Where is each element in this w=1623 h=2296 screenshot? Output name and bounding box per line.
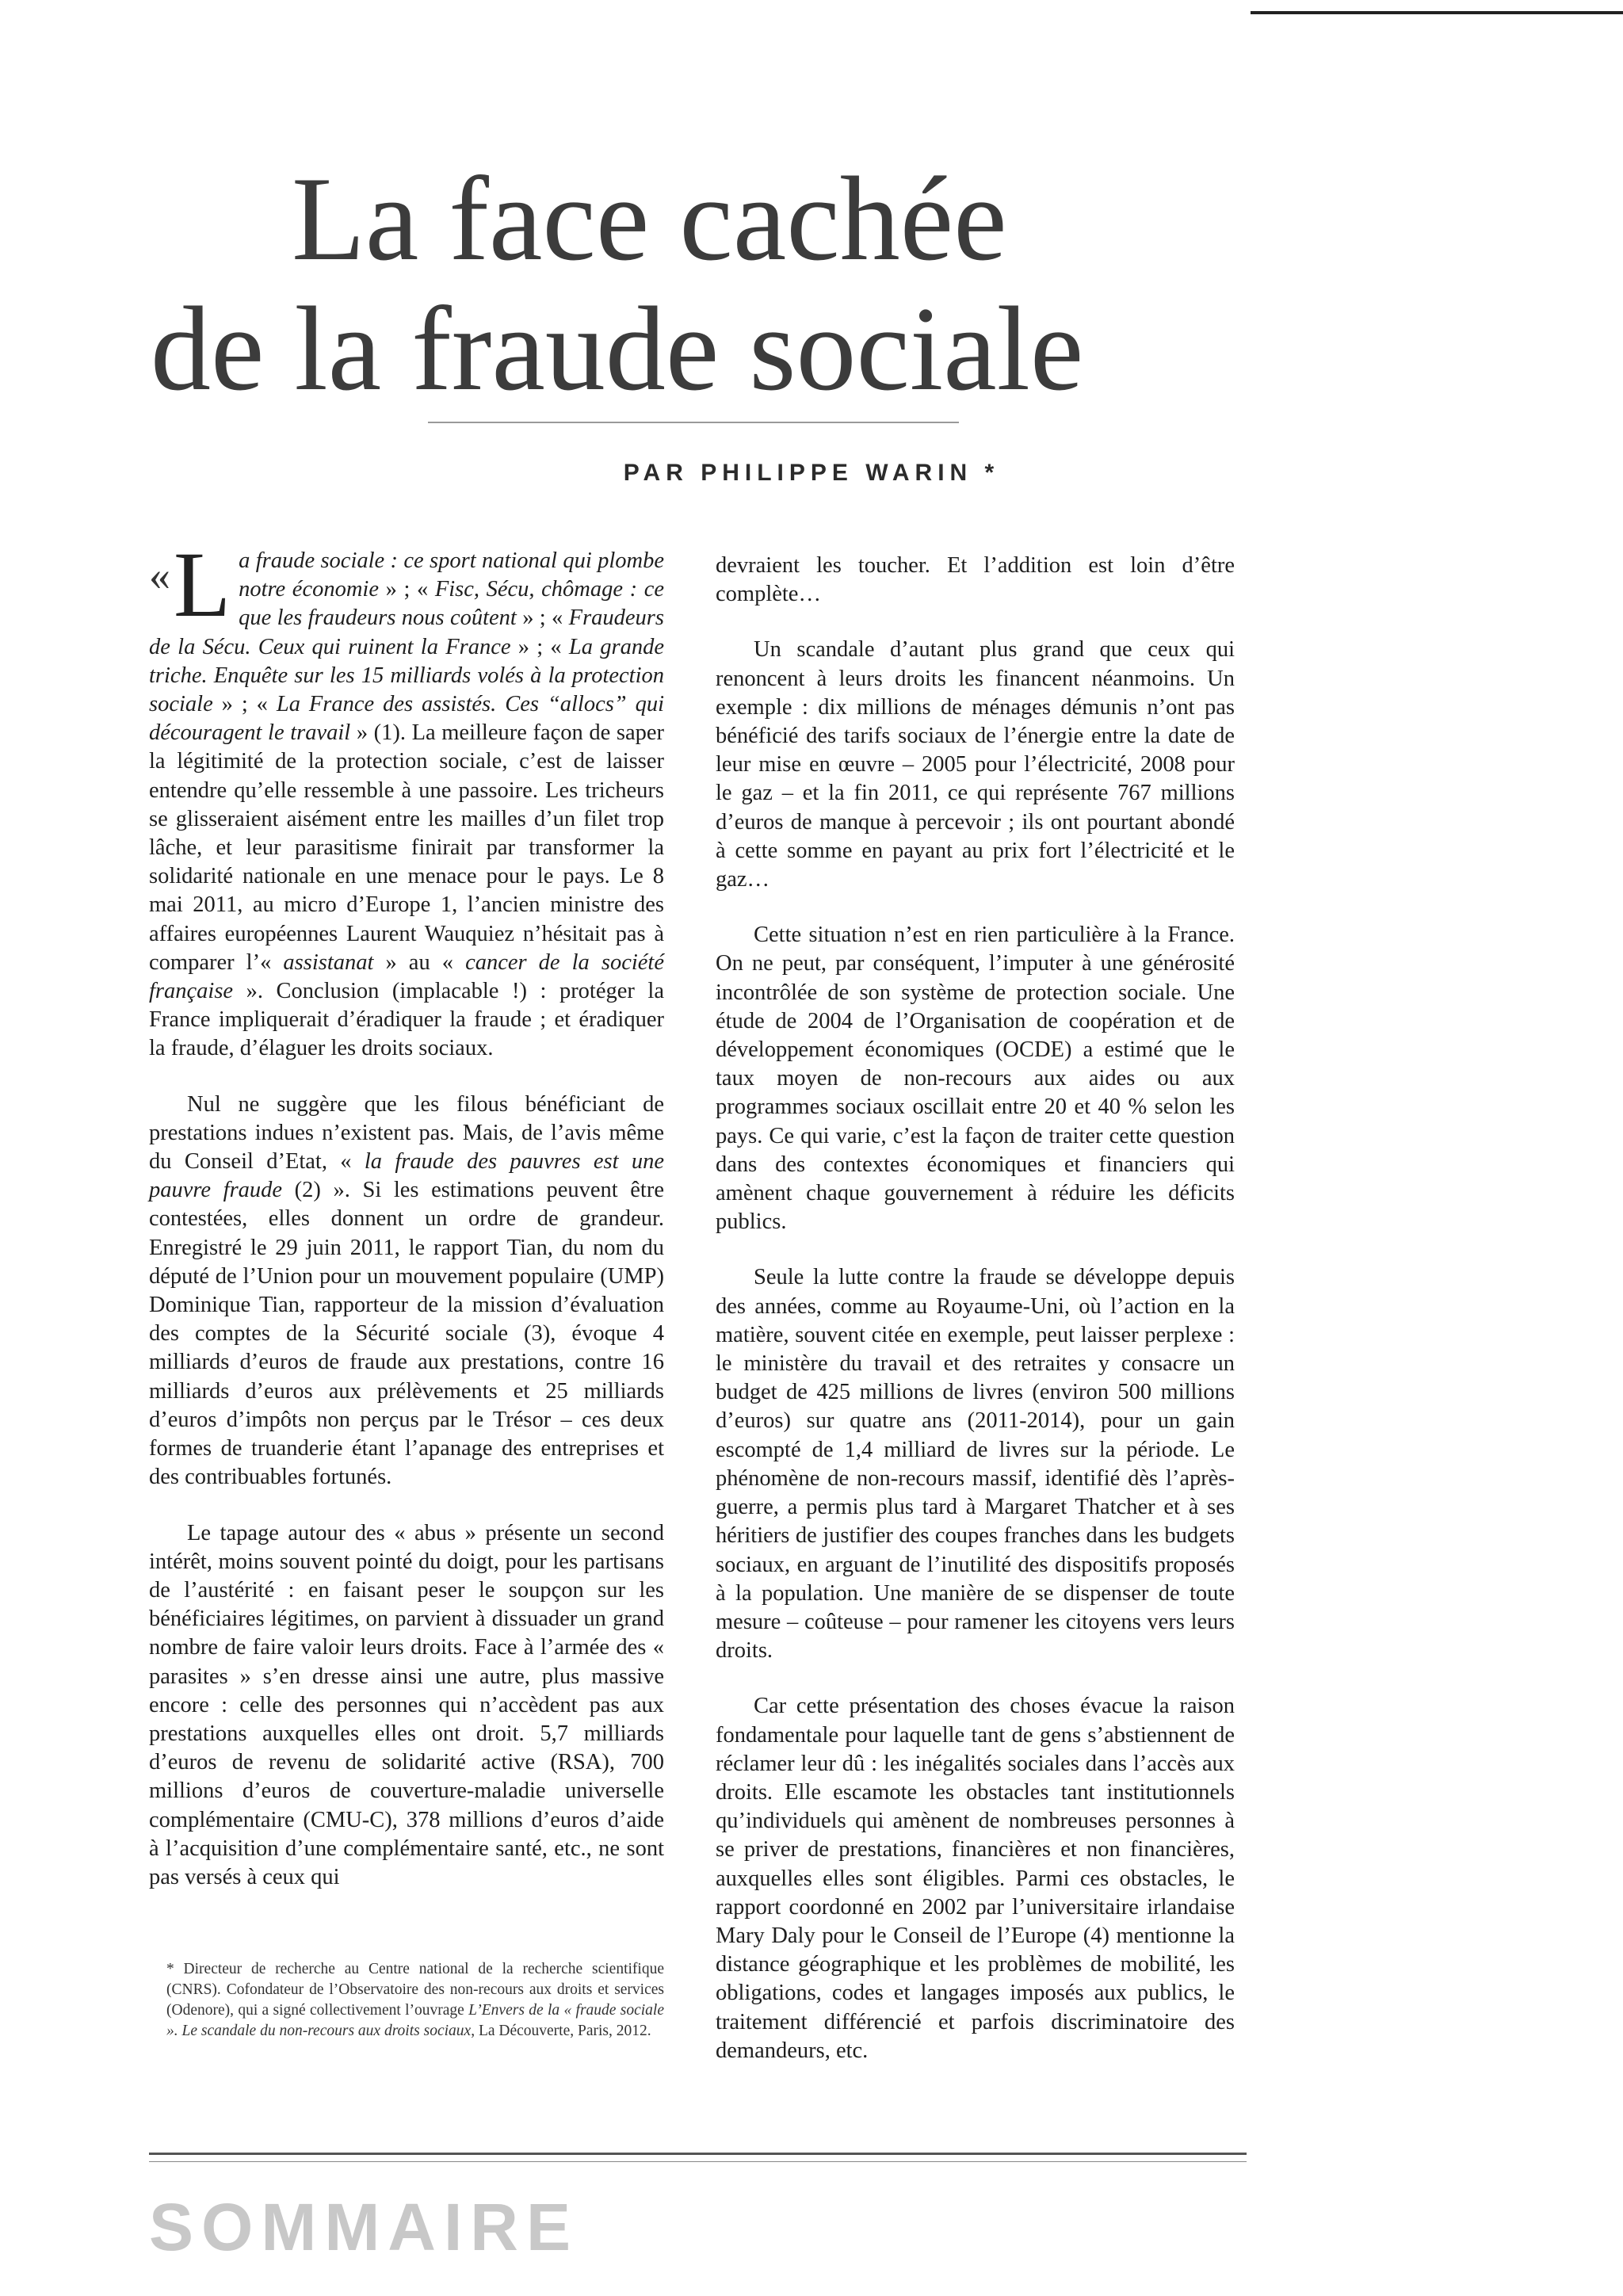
footer-rule-thin xyxy=(149,2161,1247,2162)
article-title xyxy=(151,151,1308,415)
opening-quote-mark: « xyxy=(149,552,170,599)
paragraph-3: Le tapage autour des « abus » présente un second intérêt, moins souvent pointé du doigt, pour les partisans de l’austérité : en faisant peser le soupçon sur les bénéficiaires légitimes, on parvient à dissuader un grand nombre de faire valoir leurs droits. Face à l’armée des « parasites » s’en dresse ainsi une autre, plus massive encore : celle des personnes qui n’accèdent pas aux prestations auxquelles elles ont droit. 5,7 milliards d’euros de revenu de solidarité active (RSA), 700 millions d’euros de couverture-maladie universelle complémentaire (CMU-C), 378 millions d’euros d’aide à l’acquisition d’une complémentaire santé, etc., ne sont pas versés à ceux qui xyxy=(149,1520,664,1889)
byline: PAR PHILIPPE WARIN * xyxy=(623,460,1000,486)
paragraph-2: Nul ne suggère que les filous bénéficiant de prestations indues n’existent pas. Mais, de l’avis même du Conseil d’Etat, « la fraude des pauvres est une pauvre fraude (2) ». Si les estimations peuvent être contestées, elles donnent un ordre de grandeur. Enregistré le 29 juin 2011, le rapport Tian, du nom du député de l’Union pour un mouvement populaire (UMP) Dominique Tian, rapporteur de la mission d’évaluation des comptes de la Sécurité sociale (3), évoque 4 milliards d’euros de fraude aux prestations, contre 16 milliards d’euros aux prélèvements et 25 milliards d’euros d’impôts non perçus par le Trésor – ces deux formes de truanderie étant l’apanage des entreprises et des contribuables fortunés. xyxy=(149,1091,664,1490)
paragraph-1 xyxy=(149,533,665,1064)
left-column xyxy=(149,533,665,1919)
drop-cap: L xyxy=(174,533,231,636)
top-right-rule xyxy=(1251,11,1623,14)
paragraph-6: Cette situation n’est en rien particulière à la France. On ne peut, par conséquent, l’imputer à une générosité incontrôlée de son système de protection sociale. Une étude de 2004 de l’Organisation de coopération et de développement économiques (OCDE) a estimé que le taux moyen de non-recours aux aides ou aux programmes sociaux oscillait entre 20 et 40 % selon les pays. Ce qui varie, c’est la façon de traiter cette question dans des contextes économiques et financiers qui amènent chaque gouvernement à réduire les déficits publics. xyxy=(716,923,1235,1235)
paragraph-1-text: a fraude sociale : ce sport national qui plombe notre économie » ; « Fisc, Sécu, chômage : ce que les fraudeurs nous coûtent » ; « Fraudeurs de la Sécu. Ceux qui ruinent la France » ; « La grande triche. Enquête sur les 15 milliards volés à la protection sociale » ; « La France des assistés. Ces “allocs” qui découragent le travail » (1). La meilleure façon de saper la légitimité de la protection sociale, c’est de laisser entendre qu’elle ressemble à une passoire. Les tricheurs se glisseraient aisément entre les mailles d’un filet trop lâche, et leur parasitisme finirait par transformer la solidarité nationale en une menace pour le pays. Le 8 mai 2011, au micro d’Europe 1, l’ancien ministre des affaires européennes Laurent Wauquiez n’hésitait pas à comparer l’« assistanat » au « cancer de la société française ». Conclusion (implacable !) : protéger la France impliquerait d’éradiquer la fraude ; et éradiquer la fraude, d’élaguer les droits sociaux. xyxy=(149,548,665,1061)
footer-rule-thick xyxy=(149,2153,1247,2155)
paragraph-7: Seule la lutte contre la fraude se développe depuis des années, comme au Royaume-Uni, où l’action en la matière, souvent citée en exemple, peut laisser perplexe : le ministère du travail et des retraites y consacre un budget de 425 millions de livres (environ 500 millions d’euros) sur quatre ans (2011-2014), pour un gain escompté de 1,4 milliard de livres sur la période. Le phénomène de non-recours massif, identifié dès l’après-guerre, a permis plus tard à Margaret Thatcher et à ses héritiers de justifier des coupes franches dans les budgets sociaux, en arguant de l’inutilité des dispositifs proposés à la population. Une manière de se dispenser de toute mesure – coûteuse – pour ramener les citoyens vers leurs droits. xyxy=(716,1265,1235,1664)
title-line-1: La face cachée xyxy=(292,151,1007,285)
paragraph-4: devraient les toucher. Et l’addition est loin d’être complète… xyxy=(716,553,1235,607)
author-footnote xyxy=(166,1959,664,2042)
footnote-text: * Directeur de recherche au Centre national de la recherche scientifique (CNRS). Cofondateur de l’Observatoire des non-recours aux droits et services (Odenore), qui a signé collectivement l’ouvrage L’Envers de la « fraude sociale ». Le scandale du non-recours aux droits sociaux, La Découverte, Paris, 2012. xyxy=(166,1961,664,2039)
paragraph-8: Car cette présentation des choses évacue la raison fondamentale pour laquelle tant de gens s’abstiennent de réclamer leur dû : les inégalités sociales dans l’accès aux droits. Elle escamote les obstacles tant institutionnels qu’individuels qui amènent de nombreuses personnes à se priver de prestations, financières et non financières, auxquelles elles sont éligibles. Parmi ces obstacles, le rapport coordonné en 2002 par l’universitaire irlandaise Mary Daly pour le Conseil de l’Europe (4) mentionne la distance géographique et les problèmes de mobilité, les obligations, codes et langages imposés aux publics, le traitement différencié et parfois discriminatoire des demandeurs, etc. xyxy=(716,1694,1235,2063)
title-divider xyxy=(428,422,959,423)
title-line-2: de la fraude sociale xyxy=(151,281,1084,415)
paragraph-5: Un scandale d’autant plus grand que ceux qui renoncent à leurs droits les financent néanmoins. Un exemple : dix millions de ménages démunis n’ont pas bénéficié des tarifs sociaux de l’énergie entre la date de leur mise en œuvre – 2005 pour l’électricité, 2008 pour le gaz – et la fin 2011, ce qui représente 767 millions d’euros de manque à percevoir ; ils ont pourtant abondé à cette somme en payant au prix fort l’électricité et le gaz… xyxy=(716,637,1235,892)
right-column xyxy=(716,552,1235,2092)
sommaire-link[interactable]: SOMMAIRE xyxy=(149,2190,579,2264)
